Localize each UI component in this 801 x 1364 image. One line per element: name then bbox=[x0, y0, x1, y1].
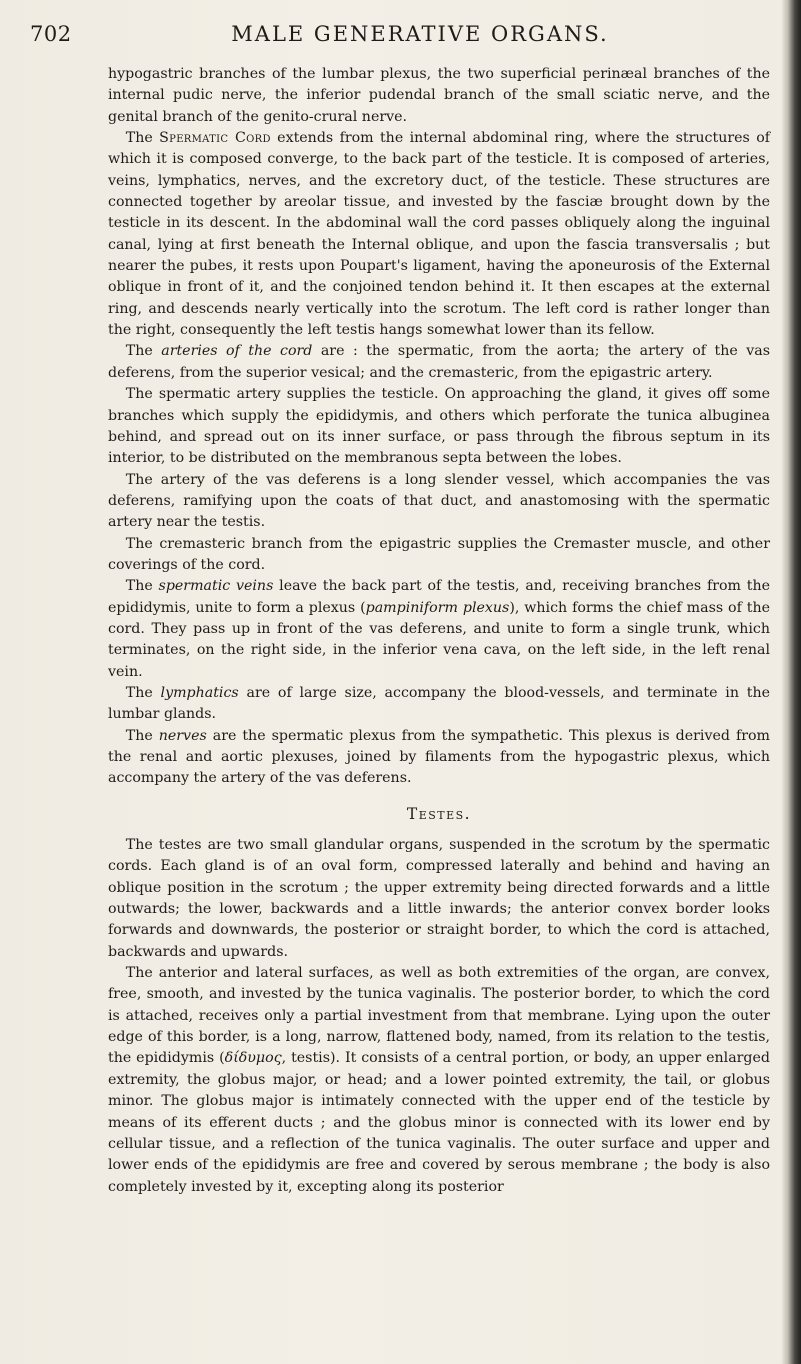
paragraph bbox=[108, 835, 770, 963]
paragraph bbox=[108, 534, 770, 577]
italic-term: pampiniform plexus bbox=[365, 599, 510, 616]
paragraph-text: hypogastric branches of the lumbar plexus, the two superficial perinæal branches of the internal pudic nerve, the inferior pudendal branch of the small sciatic nerve, and the genital branch of the genito-crural nerve. bbox=[108, 66, 770, 125]
paragraph-lead: The bbox=[125, 130, 160, 147]
page-header bbox=[30, 22, 770, 52]
paragraph-text: The artery of the vas deferens is a long slender vessel, which accompanies the vas deferens, ramifying upon the coats of that duct, and anastomosing with the spermatic artery near the testis. bbox=[108, 471, 770, 531]
paragraph-text: leave the back part of the testis, and, receiving branches from the epididymis, unite to form a plexus ( bbox=[108, 578, 770, 616]
paragraph bbox=[108, 726, 770, 790]
paragraph bbox=[108, 128, 770, 341]
subject-term: Spermatic Cord bbox=[159, 130, 271, 147]
paragraph-text: The testes are two small glandular organs, suspended in the scrotum by the spermatic cords. Each gland is of an oval form, compressed laterally and behind and having an oblique position in the scrotum ; the upper extremity being directed forwards and a little outwards; the lower, backwards and a little inwards; the anterior convex border looks forwards and downwards, the posterior or straight border, to which the cord is attached, backwards and upwards. bbox=[108, 837, 770, 960]
paragraph bbox=[108, 470, 770, 534]
paragraph-lead: The bbox=[125, 684, 161, 701]
paragraph bbox=[108, 384, 770, 469]
italic-term: lymphatics bbox=[160, 684, 239, 701]
body-text bbox=[108, 64, 770, 1198]
paragraph-lead: The bbox=[125, 578, 159, 595]
paragraph-text: , testis). It consists of a central portion, or body, an upper enlarged extremity, the globus major, or head; and a lower pointed extremity, the tail, or globus minor. The globus major is intimately connected with the upper end of the testicle by means of its efferent ducts ; and the globus minor is connected with its lower end by cellular tissue, and a reflection of the tunica vaginalis. The outer surface and upper and lower ends of the epididymis are free and covered by serous membrane ; the body is also completely invested by it, excepting along its posterior bbox=[108, 1050, 770, 1195]
paragraph bbox=[108, 683, 770, 726]
paragraph-lead: The bbox=[125, 727, 159, 744]
italic-term: nerves bbox=[158, 727, 207, 744]
paragraph bbox=[108, 341, 770, 384]
paragraph-text: The anterior and lateral surfaces, as well as both extremities of the organ, are convex, free, smooth, and invested by the tunica vaginalis. The posterior border, to which the cord is attached, receives only a partial investment from that membrane. Lying upon the outer edge of this border, is a long, narrow, flattened body, named, from its relation to the testis, the epididymis ( bbox=[108, 965, 770, 1067]
page-edge bbox=[787, 0, 801, 1364]
paragraph-text: are : the spermatic, from the aorta; the artery of the vas deferens, from the superior vesical; and the cremasteric, from the epigastric artery. bbox=[108, 343, 770, 381]
paragraph-text: are the spermatic plexus from the sympathetic. This plexus is derived from the renal and aortic plexuses, joined by filaments from the hypogastric plexus, which accompany the artery of the vas deferens. bbox=[108, 727, 770, 787]
page-number: 702 bbox=[30, 22, 72, 46]
paragraph-lead: The bbox=[125, 343, 162, 360]
greek-term: δίδυμος bbox=[224, 1050, 282, 1067]
paragraph-text: ), which forms the chief mass of the cord. They pass up in front of the vas deferens, and unite to form a single trunk, which terminates, on the right side, in the inferior vena cava, on the left side, in the left renal vein. bbox=[108, 599, 770, 680]
paragraph bbox=[108, 64, 770, 128]
paragraph bbox=[108, 963, 770, 1198]
paragraph-text: The spermatic artery supplies the testicle. On approaching the gland, it gives off some branches which supply the epididymis, and others which perforate the tunica albuginea behind, and spread out on its inner surface, or pass through the fibrous septum in its interior, to be distributed on the membranous septa between the lobes. bbox=[108, 386, 770, 467]
section-heading: Testes. bbox=[406, 804, 472, 823]
paragraph-text: extends from the internal abdominal ring, where the structures of which it is composed converge, to the back part of the testicle. It is composed of arteries, veins, lymphatics, nerves, and the excretory duct, of the testicle. These structures are connected together by areolar tissue, and invested by the fasciæ brought down by the testicle in its descent. In the abdominal wall the cord passes obliquely along the inguinal canal, lying at first beneath the Internal oblique, and upon the fascia transversalis ; but nearer the pubes, it rests upon Poupart's ligament, having the aponeurosis of the External oblique in front of it, and the conjoined tendon behind it. It then escapes at the external ring, and descends nearly vertically into the scrotum. The left cord is rather longer than the right, consequently the left testis hangs somewhat lower than its fellow. bbox=[108, 130, 770, 339]
paragraph-text: The cremasteric branch from the epigastric supplies the Cremaster muscle, and other coverings of the cord. bbox=[108, 535, 770, 573]
running-head: MALE GENERATIVE ORGANS. bbox=[231, 22, 609, 46]
italic-term: spermatic veins bbox=[158, 578, 274, 595]
paragraph bbox=[108, 576, 770, 683]
italic-term: arteries of the cord bbox=[161, 343, 313, 360]
paragraph-text: are of large size, accompany the blood-vessels, and terminate in the lumbar glands. bbox=[108, 684, 770, 723]
